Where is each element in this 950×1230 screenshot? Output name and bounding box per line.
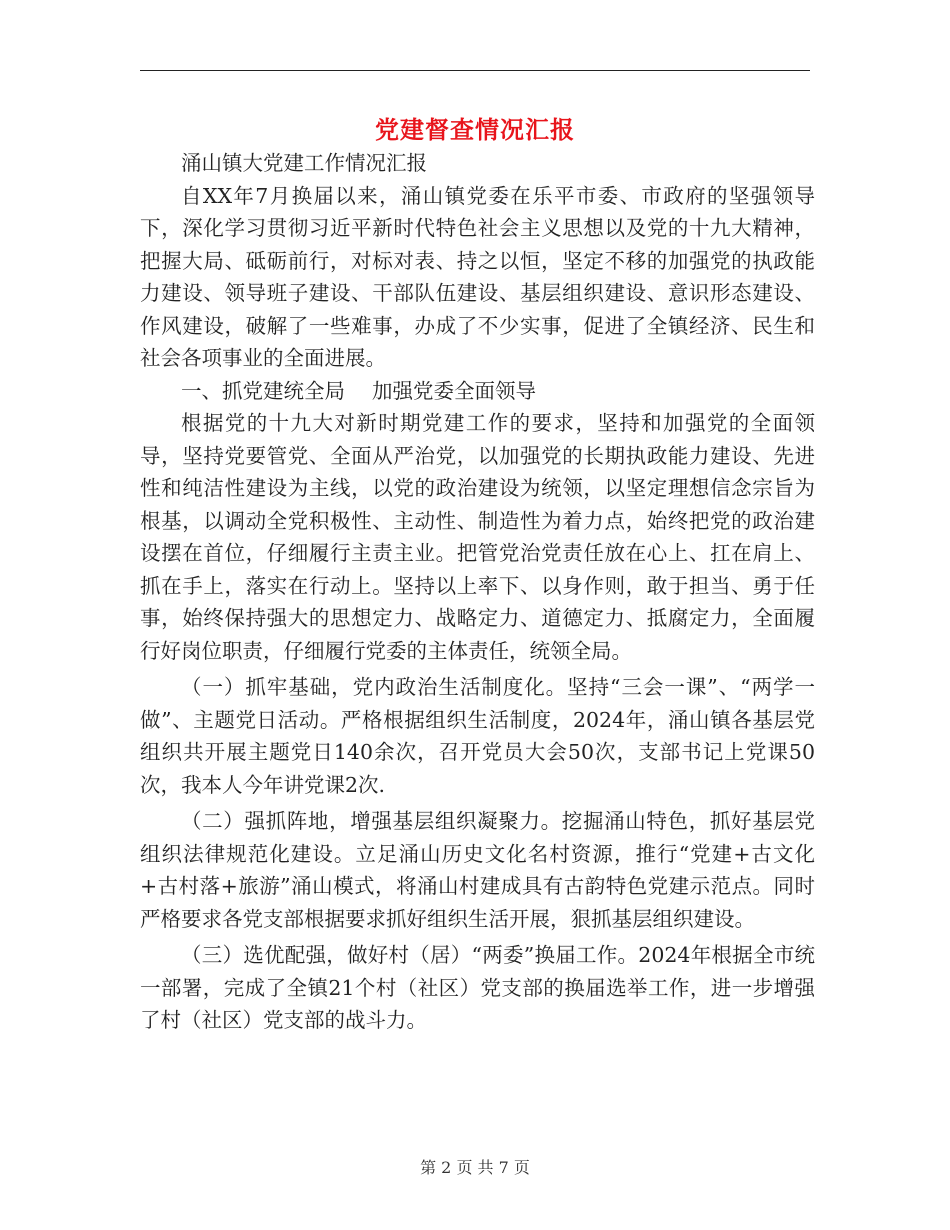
section-heading: 一、抓党建统全局 加强党委全面领导 [181,378,537,403]
document-body [140,147,815,1037]
body-paragraph: 根据党的十九大对新时期党建工作的要求，坚持和加强党的全面领导，坚持党要管党、全面从严治党，以加强党的长期执政能力建设、先进性和纯洁性建设为主线，以党的政治建设为统领，以坚定理想信念宗旨为根基，以调动全党积极性、主动性、制造性为着力点，始终把党的政治建设摆在首位，仔细履行主责主业。把管党治党责任放在心上、扛在肩上、抓在手上，落实在行动上。坚持以上率下、以身作则，敢于担当、勇于任事，始终保持强大的思想定力、战略定力、道德定力、抵腐定力，全面履行好岗位职责，仔细履行党委的主体责任，统领全局。 [140,411,815,663]
header-rule [140,70,810,71]
page-footer: 第 2 页 共 7 页 [420,1158,530,1177]
subsection-paragraph: （一）抓牢基础，党内政治生活制度化。坚持“三会一课”、“两学一做”、主题党日活动。严格根据组织生活制度，2024年，涌山镇各基层党组织共开展主题党日140余次，召开党员大会50次，支部书记上党课50次，我本人今年讲党课2次. [140,675,815,797]
document-title: 党建督查情况汇报 [375,115,575,144]
subsection-paragraph: （三）选优配强，做好村（居）“两委”换届工作。2024年根据全市统一部署，完成了全镇21个村（社区）党支部的换届选举工作，进一步增强了村（社区）党支部的战斗力。 [140,943,815,1032]
report-subtitle: 涌山镇大党建工作情况汇报 [181,151,427,175]
intro-paragraph: 自XX年7月换届以来，涌山镇党委在乐平市委、市政府的坚强领导下，深化学习贯彻习近平新时代特色社会主义思想以及党的十九大精神，把握大局、砥砺前行，对标对表、持之以恒，坚定不移的加强党的执政能力建设、领导班子建设、干部队伍建设、基层组织建设、意识形态建设、作风建设，破解了一些难事，办成了不少实事，促进了全镇经济、民生和社会各项事业的全面进展。 [140,183,815,370]
subsection-paragraph: （二）强抓阵地，增强基层组织凝聚力。挖掘涌山特色，抓好基层党组织法律规范化建设。立足涌山历史文化名村资源，推行“党建+古文化+古村落+旅游”涌山模式，将涌山村建成具有古韵特色党建示范点。同时严格要求各党支部根据要求抓好组织生活开展，狠抓基层组织建设。 [140,809,815,931]
